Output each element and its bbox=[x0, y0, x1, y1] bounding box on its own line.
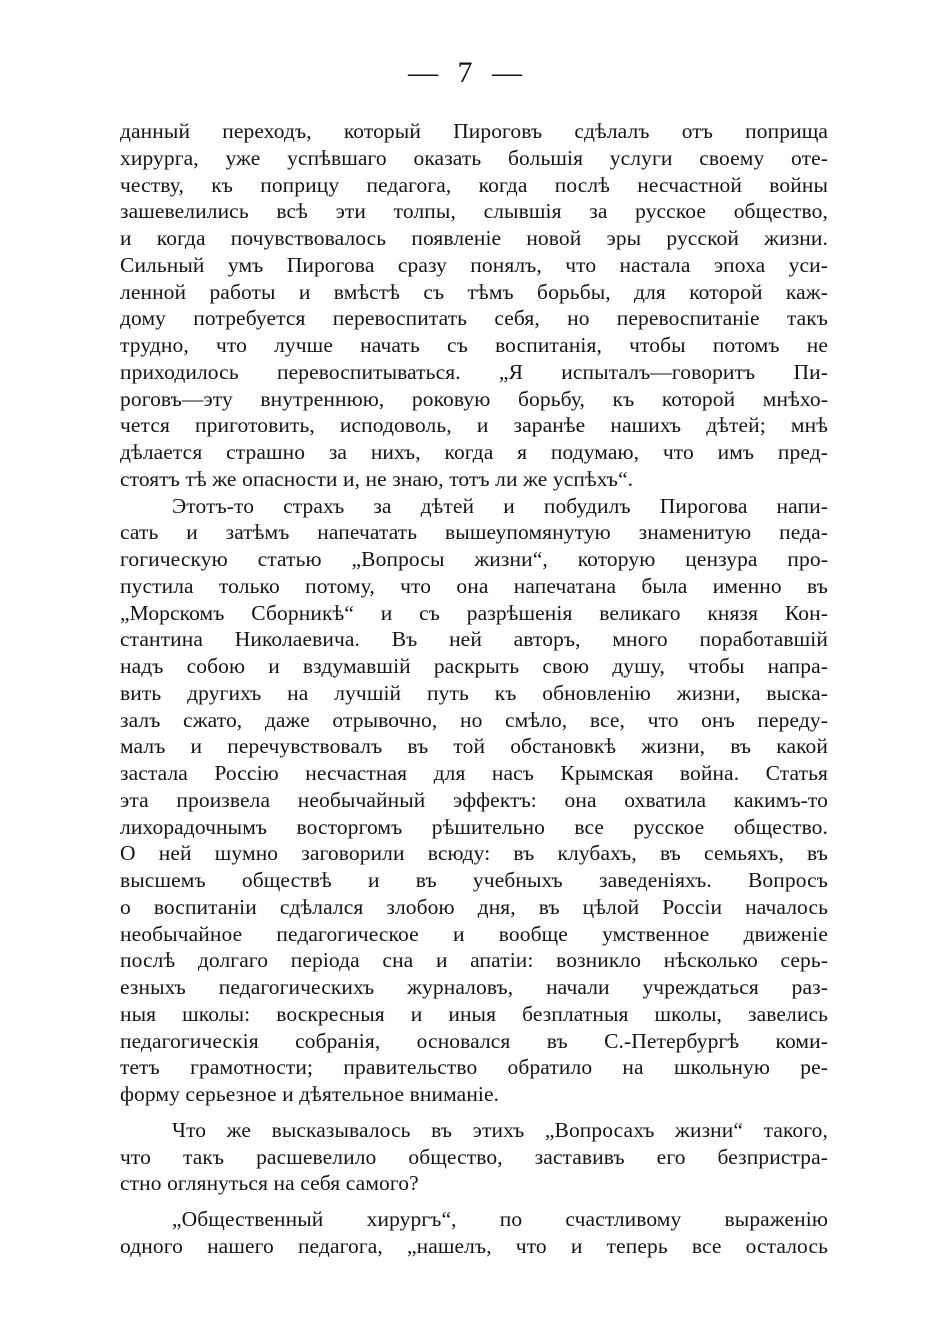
text-line: о воспитаніи сдѣлался злобою дня, въ цѣлой Россіи началось bbox=[120, 894, 828, 919]
text-line: стоятъ тѣ же опасности и, не знаю, тотъ ли же успѣхъ“. bbox=[120, 466, 634, 491]
text-line: сать и затѣмъ напечатать вышеупомянутую знаменитую педа- bbox=[120, 520, 828, 545]
text-line: О ней шумно заговорили всюду: въ клубахъ, въ семьяхъ, въ bbox=[120, 841, 828, 866]
paragraph-2 bbox=[120, 493, 828, 1108]
text-line: эта произвела необычайный эффектъ: она охватила какимъ-то bbox=[120, 787, 828, 812]
text-line: дѣлается страшно за нихъ, когда я подумаю, что имъ пред- bbox=[120, 440, 828, 464]
text-line: „Морскомъ Сборникѣ“ и съ разрѣшенія великаго князя Кон- bbox=[120, 600, 828, 625]
text-line: пустила только потому, что она напечатана была именно въ bbox=[120, 573, 828, 598]
text-line: педагогическія собранія, основался въ С.-Петербургѣ коми- bbox=[120, 1028, 828, 1053]
body-text bbox=[120, 118, 828, 1260]
text-line: ленной работы и вмѣстѣ съ тѣмъ борьбы, для которой каж- bbox=[120, 279, 828, 304]
text-line: Этотъ-то страхъ за дѣтей и побудилъ Пирогова напи- bbox=[172, 493, 828, 518]
text-line: хирурга, уже успѣвшаго оказать большія услуги своему оте- bbox=[120, 145, 828, 170]
text-line: честву, къ поприцу педагога, когда послѣ несчастной войны bbox=[120, 172, 828, 197]
text-line: данный переходъ, который Пироговъ сдѣлалъ отъ поприща bbox=[120, 119, 828, 143]
text-line: зашевелились всѣ эти толпы, слывшія за русское общество, bbox=[120, 199, 828, 224]
text-line: Сильный умъ Пирогова сразу понялъ, что настала эпоха уси- bbox=[120, 252, 828, 277]
text-line: ныя школы: воскресныя и иныя безплатныя школы, завелись bbox=[120, 1001, 828, 1026]
text-line: залъ сжато, даже отрывочно, но смѣло, все, что онъ переду- bbox=[120, 707, 828, 732]
text-line: форму серьезное и дѣятельное вниманіе. bbox=[120, 1082, 500, 1106]
text-line: вить другихъ на лучшій путь къ обновленію жизни, выска- bbox=[120, 680, 828, 705]
text-line: гогическую статью „Вопросы жизни“, которую цензура про- bbox=[120, 547, 828, 571]
text-line: тетъ грамотности; правительство обратило на школьную ре- bbox=[120, 1055, 828, 1080]
paragraph-spacing bbox=[120, 1197, 828, 1206]
text-line: лихорадочнымъ восторгомъ рѣшительно все русское общество. bbox=[120, 814, 828, 839]
text-line: необычайное педагогическое и вообще умственное движеніе bbox=[120, 921, 828, 946]
text-line: езныхъ педагогическихъ журналовъ, начали учреждаться раз- bbox=[120, 975, 828, 999]
text-line: что такъ расшевелило общество, заставивъ его безпристра- bbox=[120, 1144, 828, 1169]
text-line: послѣ долгаго періода сна и апатіи: возникло нѣсколько серь- bbox=[120, 948, 828, 973]
page-number: — 7 — bbox=[408, 56, 528, 89]
text-line: Что же высказывалось въ этихъ „Вопросахъ жизни“ такого, bbox=[172, 1117, 828, 1142]
text-line: стантина Николаевича. Въ ней авторъ, много поработавшій bbox=[120, 627, 828, 652]
paragraph-4 bbox=[120, 1206, 828, 1260]
paragraph-3 bbox=[120, 1117, 828, 1197]
text-line: роговъ—эту внутреннюю, роковую борьбу, къ которой мнѣхо- bbox=[120, 386, 828, 411]
text-line: одного нашего педагога, „нашелъ, что и теперь все осталось bbox=[120, 1233, 828, 1258]
text-line: трудно, что лучше начать съ воспитанія, чтобы потомъ не bbox=[120, 333, 828, 357]
text-line: малъ и перечувствовалъ въ той обстановкѣ жизни, въ какой bbox=[120, 734, 828, 759]
paragraph-1 bbox=[120, 118, 828, 493]
text-line: дому потребуется перевоспитать себя, но перевоспитаніе такъ bbox=[120, 306, 828, 331]
text-line: и когда почувствовалось появленіе новой эры русской жизни. bbox=[120, 226, 828, 250]
text-line: „Общественный хирургъ“, по счастливому выраженію bbox=[172, 1207, 828, 1231]
text-line: стно оглянуться на себя самого? bbox=[120, 1171, 419, 1196]
text-line: высшемъ обществѣ и въ учебныхъ заведеніяхъ. Вопросъ bbox=[120, 868, 828, 892]
paragraph-spacing bbox=[120, 1108, 828, 1117]
text-line: приходилось перевоспитываться. „Я испыталъ—говоритъ Пи- bbox=[120, 359, 828, 384]
text-line: чется приготовить, исподоволь, и заранѣе нашихъ дѣтей; мнѣ bbox=[120, 413, 828, 438]
text-line: застала Россію несчастная для насъ Крымская война. Статья bbox=[120, 761, 828, 785]
text-line: надъ собою и вздумавшій раскрыть свою душу, чтобы напра- bbox=[120, 654, 828, 678]
